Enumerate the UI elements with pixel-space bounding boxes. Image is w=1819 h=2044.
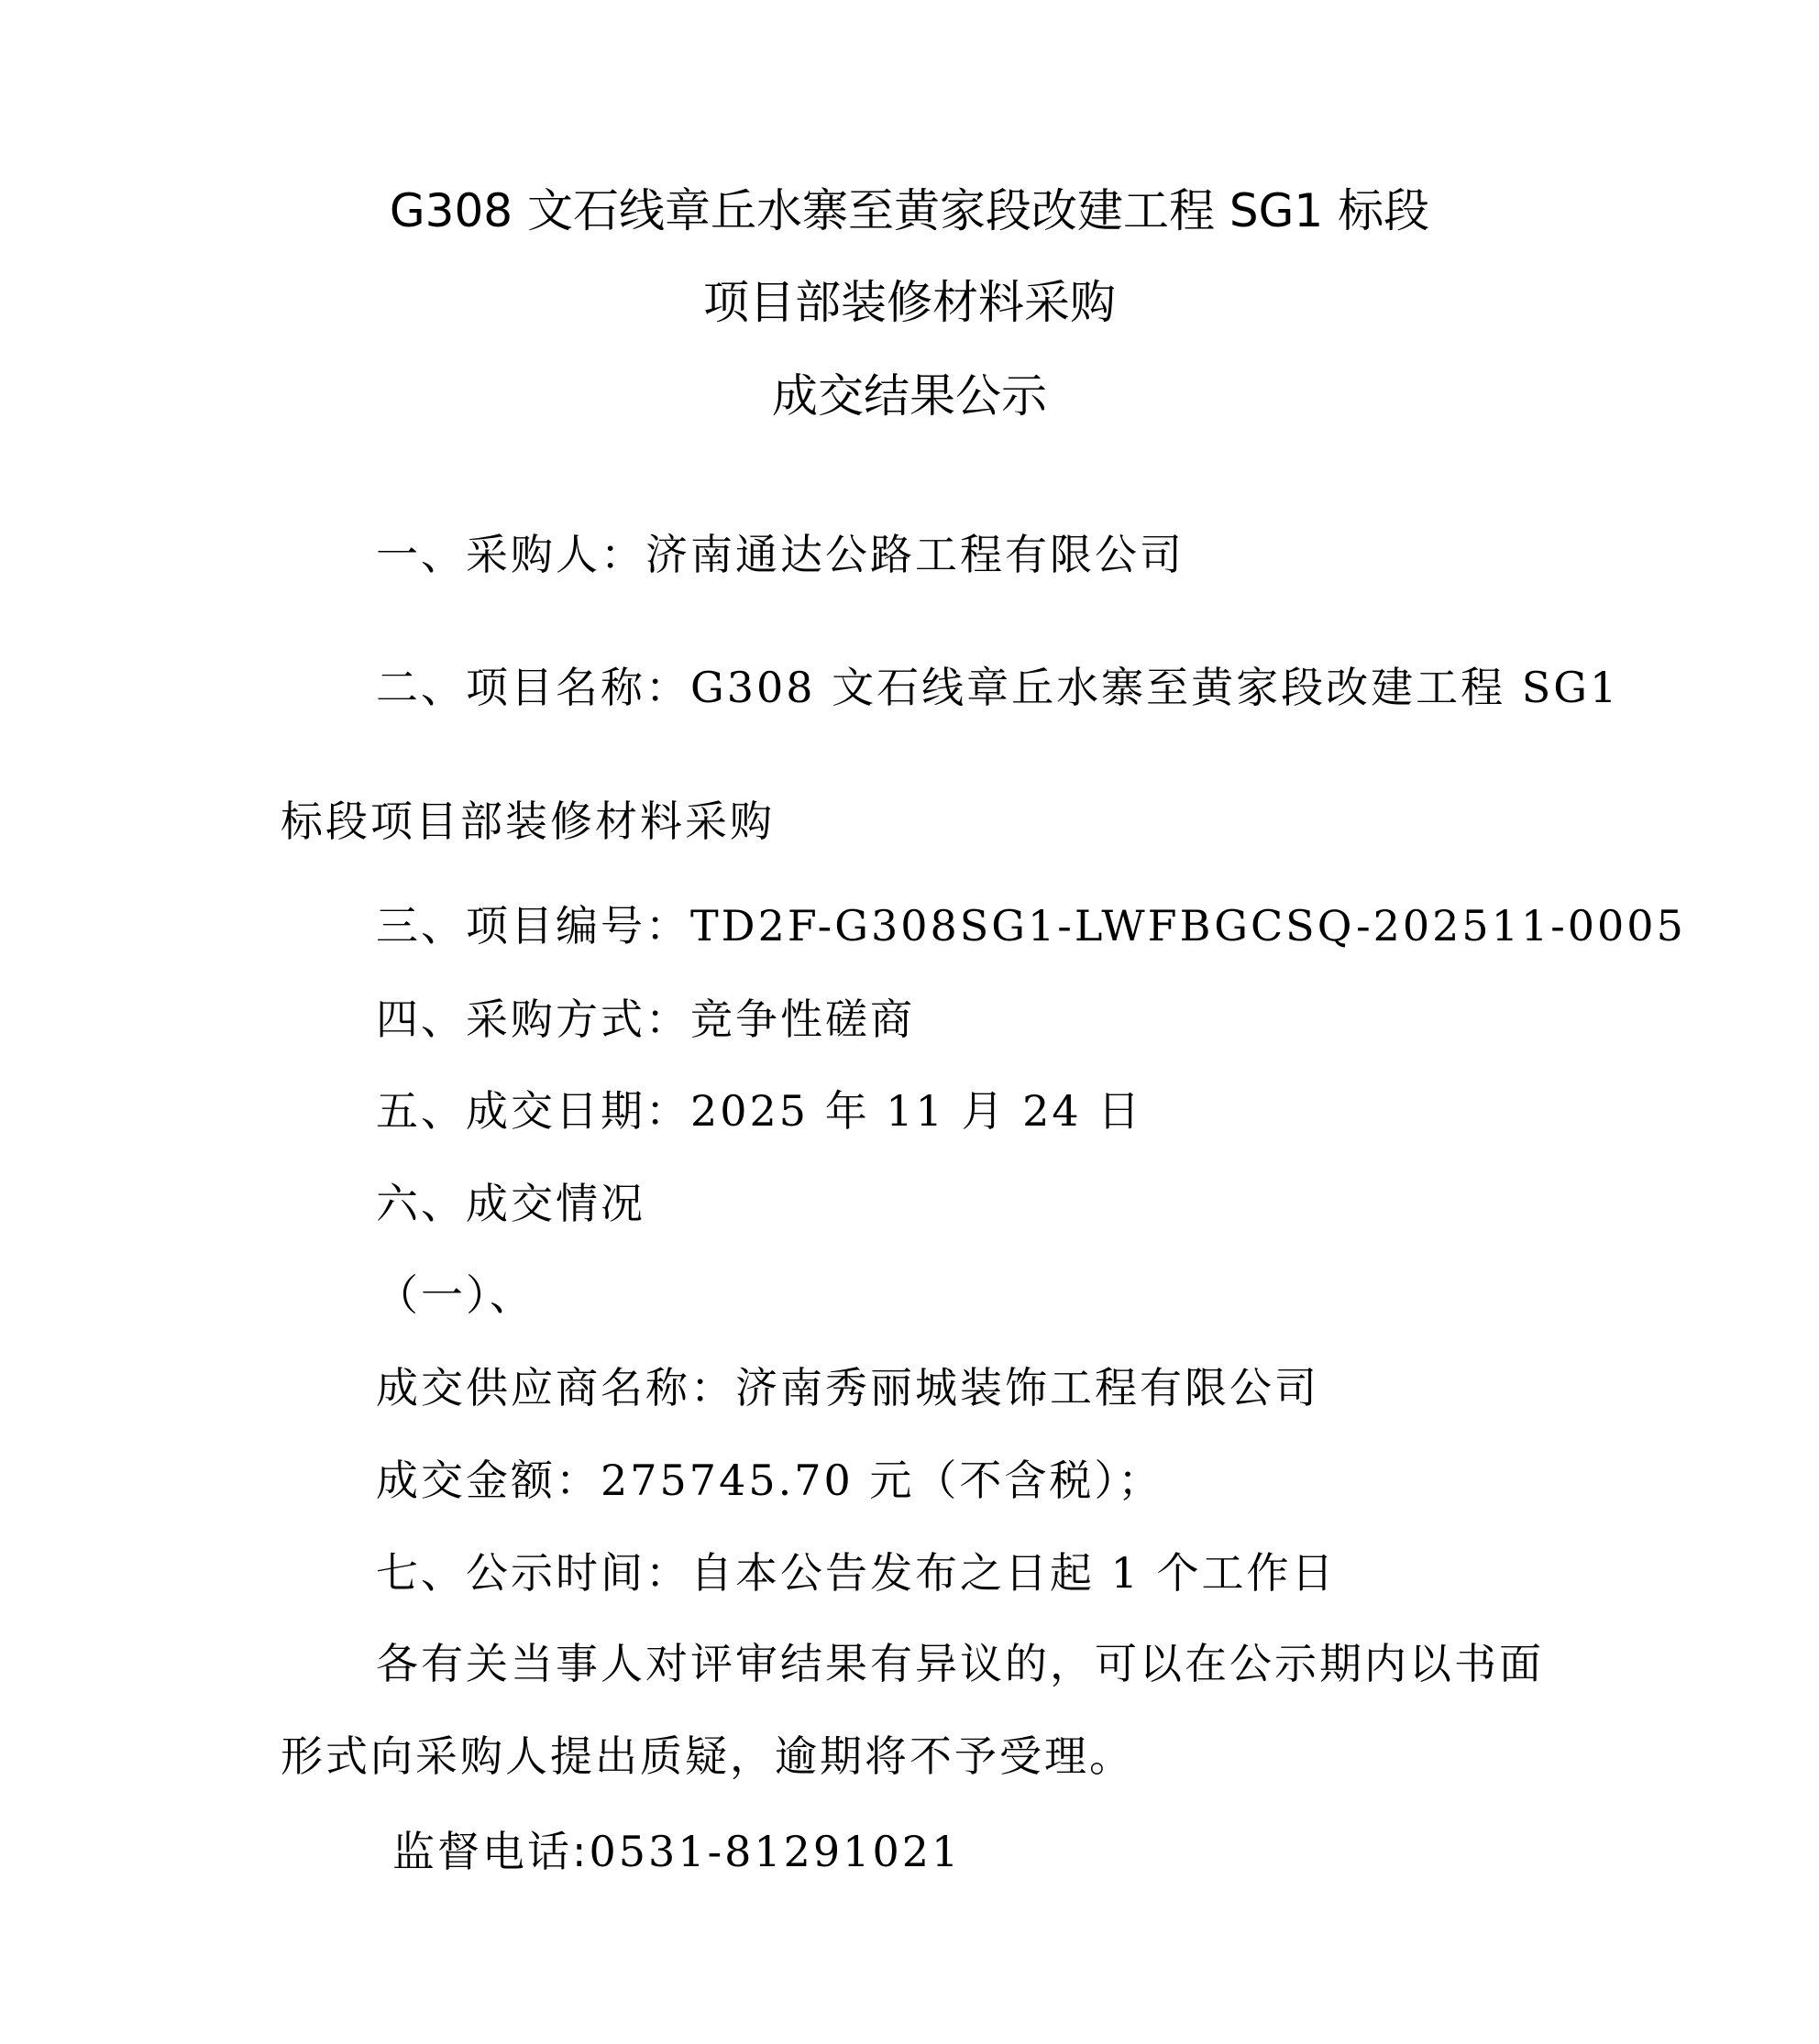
supplier-label: 成交供应商名称： <box>376 1363 735 1412</box>
title-line-3: 成交结果公示 <box>772 369 1047 423</box>
method-line <box>376 992 915 1047</box>
buyer-label: 一、采购人： <box>376 530 645 579</box>
project-no-label: 三、项目编号： <box>376 901 690 951</box>
buyer-line <box>376 527 1185 582</box>
supervision-value: 0531-81291021 <box>589 1827 962 1876</box>
deal-info-label: 六、成交情况 <box>376 1179 645 1228</box>
publicity-line <box>376 1545 1337 1600</box>
supervision-label: 监督电话: <box>392 1827 590 1876</box>
deal-info-line <box>376 1176 645 1231</box>
deal-date-line <box>376 1083 1142 1138</box>
supervision-line <box>392 1824 961 1879</box>
project-no-value: TD2F-G308SG1-LWFBGCSQ-202511-0005 <box>690 901 1686 951</box>
project-name-label: 二、项目名称： <box>376 663 690 712</box>
supplier-line <box>376 1360 1319 1415</box>
supplier-value: 济南秀丽城装饰工程有限公司 <box>735 1363 1319 1412</box>
deal-date-value: 2025 年 11 月 24 日 <box>690 1086 1143 1136</box>
title-line-2: 项目部装修材料采购 <box>703 276 1116 329</box>
deal-date-label: 五、成交日期： <box>376 1086 690 1136</box>
amount-line <box>376 1453 1163 1508</box>
publicity-value: 自本公告发布之日起 1 个工作日 <box>690 1548 1337 1598</box>
amount-label: 成交金额： <box>376 1456 601 1505</box>
project-name-value: G308 文石线章丘水寨至黄家段改建工程 SG1 <box>690 663 1620 712</box>
publicity-label: 七、公示时间： <box>376 1548 690 1598</box>
deal-sub-index: （一）、 <box>376 1270 535 1320</box>
project-no-line <box>376 898 1686 953</box>
amount-value: 275745.70 元（不含税）； <box>601 1456 1163 1505</box>
objection-line-1: 各有关当事人对评审结果有异议的，可以在公示期内以书面 <box>376 1639 1544 1688</box>
objection-line-2: 形式向采购人提出质疑，逾期将不予受理。 <box>281 1731 1134 1781</box>
buyer-value: 济南通达公路工程有限公司 <box>645 530 1185 579</box>
method-value: 竞争性磋商 <box>690 995 915 1044</box>
project-name-continuation: 标段项目部装修材料采购 <box>281 797 775 846</box>
project-name-line <box>376 660 1619 715</box>
title-line-1: G308 文石线章丘水寨至黄家段改建工程 SG1 标段 <box>389 184 1430 237</box>
method-label: 四、采购方式： <box>376 995 690 1044</box>
